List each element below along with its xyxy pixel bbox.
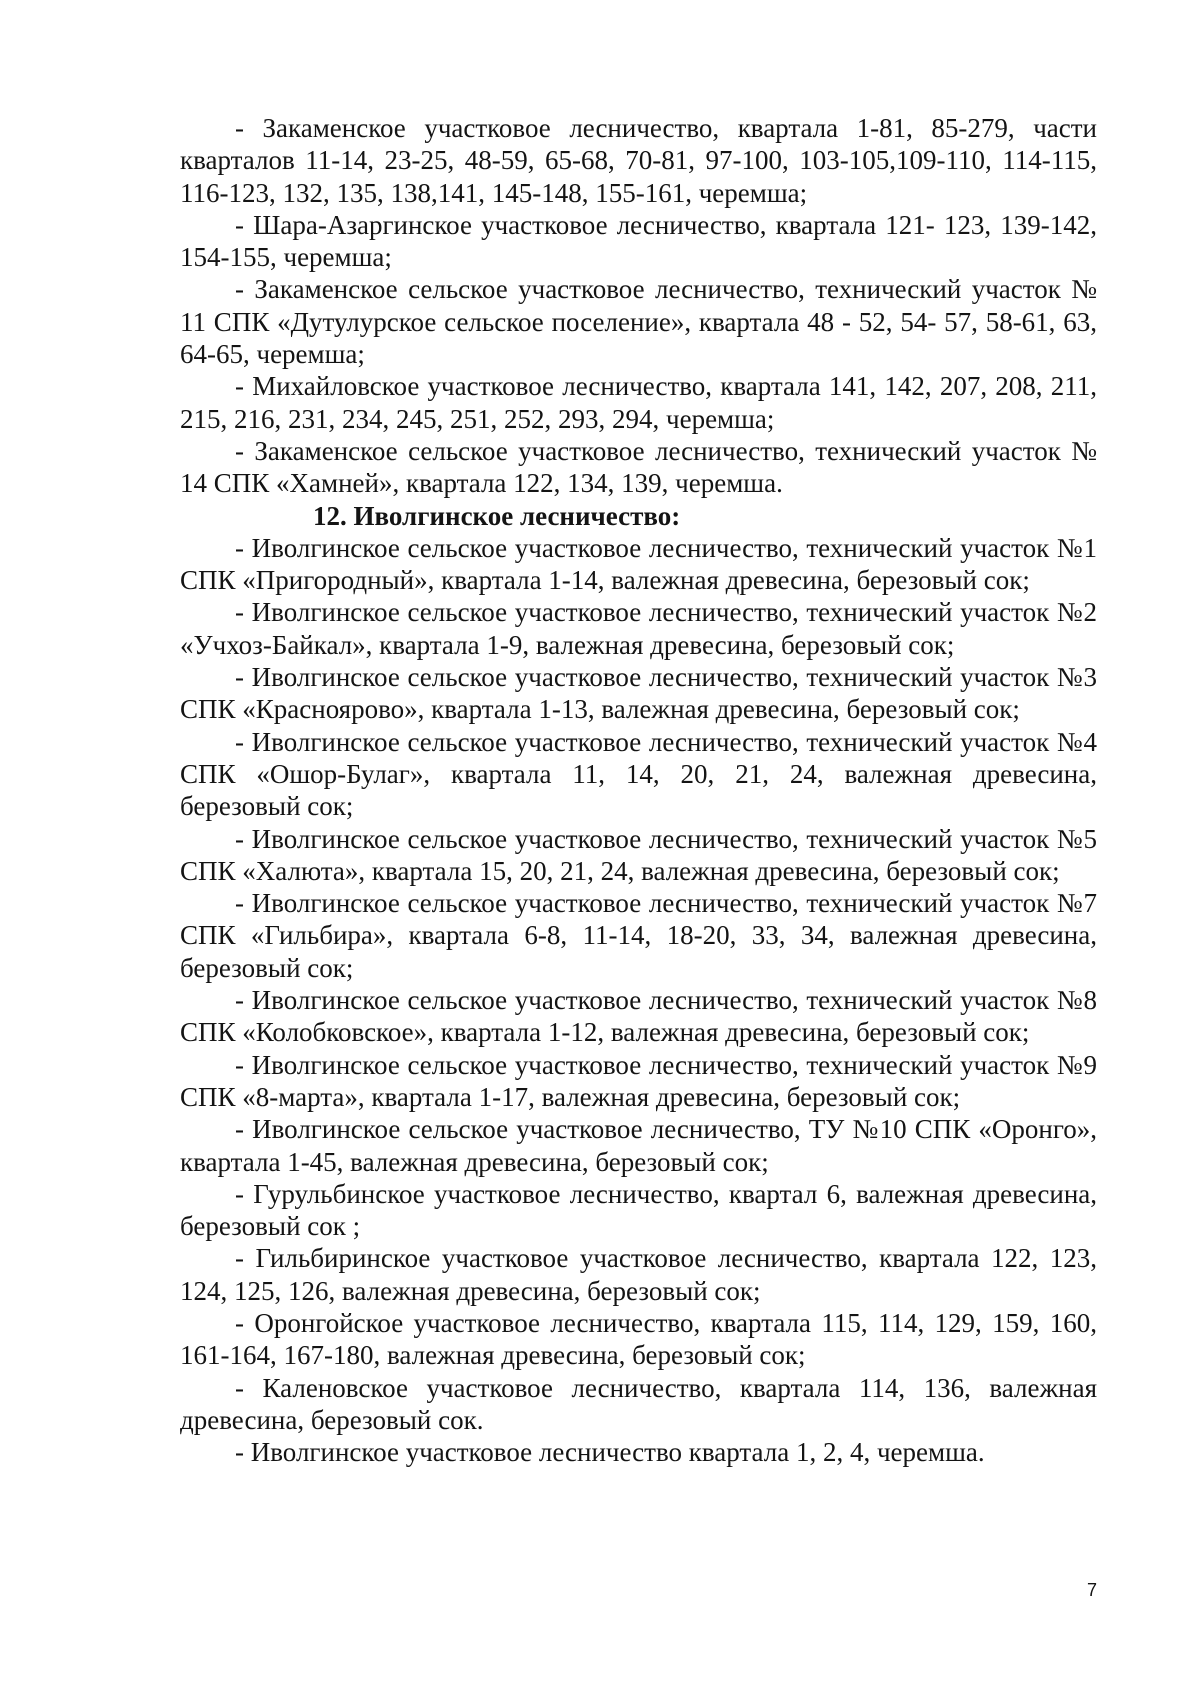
paragraph: - Гильбиринское участковое участковое лесничество, квартала 122, 123, 124, 125, 126, валежная древесина, березовый сок; (180, 1243, 1097, 1306)
paragraph: - Иволгинское сельское участковое лесничество, технический участок №4 СПК «Ошор-Булаг», квартала 11, 14, 20, 21, 24, валежная древесина, березовый сок; (180, 726, 1097, 822)
paragraph: - Иволгинское сельское участковое лесничество, технический участок №2 «Учхоз-Байкал», квартала 1-9, валежная древесина, березовый сок; (180, 597, 1097, 660)
page-body (180, 112, 1097, 1468)
paragraph: - Закаменское сельское участковое лесничество, технический участок № 11 СПК «Дутулурское сельское поселение», квартала 48 - 52, 54- 57, 58-61, 63, 64-65, черемша; (180, 274, 1097, 370)
paragraph: - Иволгинское сельское участковое лесничество, технический участок №8 СПК «Колобковское», квартала 1-12, валежная древесина, березовый сок; (180, 985, 1097, 1048)
paragraph: - Иволгинское сельское участковое лесничество, технический участок №1 СПК «Пригородный», квартала 1-14, валежная древесина, березовый сок; (180, 532, 1097, 596)
paragraph: - Закаменское сельское участковое лесничество, технический участок № 14 СПК «Хамней», квартала 122, 134, 139, черемша. (180, 435, 1097, 499)
paragraph: - Каленовское участковое лесничество, квартала 114, 136, валежная древесина, березовый сок. (180, 1372, 1097, 1435)
paragraph: - Иволгинское сельское участковое лесничество, технический участок №7 СПК «Гильбира», квартала 6-8, 11-14, 18-20, 33, 34, валежная древесина, березовый сок; (180, 888, 1097, 983)
paragraph: - Оронгойское участковое лесничество, квартала 115, 114, 129, 159, 160, 161-164, 167-180, валежная древесина, березовый сок; (180, 1307, 1097, 1371)
paragraph: - Закаменское участковое лесничество, квартала 1-81, 85-279, части кварталов 11-14, 23-25, 48-59, 65-68, 70-81, 97-100, 103-105,109-110, 114-115, 116-123, 132, 135, 138,141, 145-148, 155-161, черемша; (180, 113, 1097, 208)
paragraph: - Иволгинское сельское участковое лесничество, ТУ №10 СПК «Оронго», квартала 1-45, валежная древесина, березовый сок; (180, 1114, 1097, 1177)
paragraph: - Иволгинское участковое лесничество квартала 1, 2, 4, черемша. (235, 1437, 985, 1468)
paragraph: - Гурульбинское участковое лесничество, квартал 6, валежная древесина, березовый сок ; (180, 1178, 1097, 1242)
paragraph: - Шара-Азаргинское участковое лесничество, квартала 121- 123, 139-142, 154-155, черемша; (180, 209, 1097, 273)
section-heading: 12. Иволгинское лесничество: (313, 500, 681, 531)
paragraph: - Иволгинское сельское участковое лесничество, технический участок №9 СПК «8-марта», квартала 1-17, валежная древесина, березовый сок; (180, 1049, 1097, 1112)
paragraph: - Иволгинское сельское участковое лесничество, технический участок №5 СПК «Халюта», квартала 15, 20, 21, 24, валежная древесина, березовый сок; (180, 823, 1097, 886)
paragraph: - Иволгинское сельское участковое лесничество, технический участок №3 СПК «Красноярово», квартала 1-13, валежная древесина, березовый сок; (180, 662, 1097, 725)
page-number: 7 (1087, 1580, 1098, 1600)
paragraph: - Михайловское участковое лесничество, квартала 141, 142, 207, 208, 211, 215, 216, 231, 234, 245, 251, 252, 293, 294, черемша; (180, 371, 1097, 434)
